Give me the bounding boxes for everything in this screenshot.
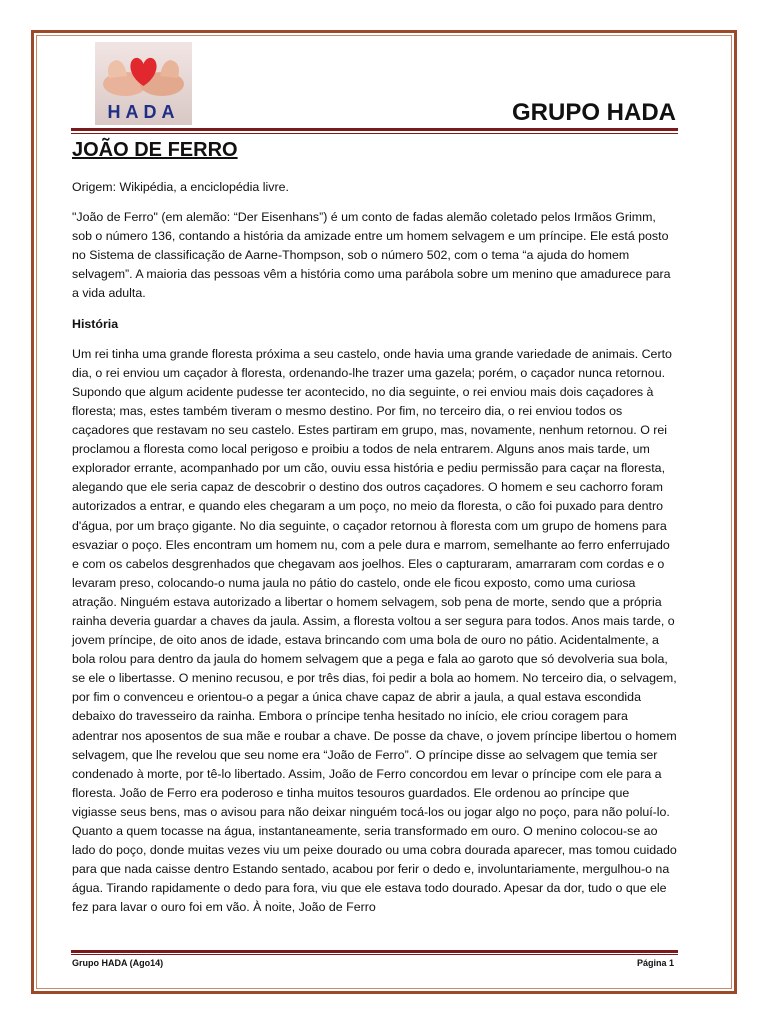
origin-line: Origem: Wikipédia, a enciclopédia livre. xyxy=(72,180,289,194)
document-body xyxy=(72,136,677,928)
brand-title: GRUPO HADA xyxy=(511,99,676,126)
page-number: Página 1 xyxy=(636,958,674,968)
story-paragraph: Um rei tinha uma grande floresta próxima a seu castelo, onde havia uma grande variedade de animais. Certo dia, o rei enviou um caçador à floresta, ordenando-lhe trazer uma gazela; porém, o caçador nunca retornou. Supondo que algum acidente pudesse ter acontecido, no dia seguinte, o rei enviou mais dois caçadores à floresta; mas, estes também tiveram o mesmo destino. Por fim, no terceiro dia, o rei enviou todos os caçadores que restavam no seu castelo. Estes partiram em grupo, mas, novamente, nenhum retornou. O rei proclamou a floresta como local perigoso e proibiu a todos de nela entrarem. Alguns anos mais tarde, um explorador errante, acompanhado por um cão, ouviu essa história e pediu permissão para caçar na floresta, alegando que ele seria capaz de descobrir o destino dos outros caçadores. O homem e seu cachorro foram autorizados a entrar, e quando eles chegaram a um poço, no meio da floresta, o cão foi puxado para dentro d'água, por um braço gigante. No dia seguinte, o caçador retornou à floresta com um grupo de homens para esvaziar o poço. Eles encontram um homem nu, com a pele dura e marrom, semelhante ao ferro enferrujado e com os cabelos desgrenhados que chegavam aos joelhos. Eles o capturaram, amarraram com cordas e o levaram preso, colocando-o numa jaula no pátio do castelo, onde ele ficou exposto, como uma curiosa atração. Ninguém estava autorizado a libertar o homem selvagem, sob pena de morte, sendo que a própria rainha deveria guardar a chaves da jaula. Assim, a floresta voltou a ser segura para todos. Anos mais tarde, o jovem príncipe, de oito anos de idade, estava brincando com uma bola de ouro no pátio. Acidentalmente, a bola rolou para dentro da jaula do homem selvagem que a pega e fala ao garoto que só devolveria sua bola, se ele o libertasse. O menino recusou, e por três dias, foi pedir a bola ao homem. No terceiro dia, o selvagem, por fim o convenceu e orientou-o a pegar a única chave capaz de abrir a jaula, a qual estava escondida debaixo do travesseiro da rainha. Embora o príncipe tenha hesitado no início, ele criou coragem para adentrar nos aposentos de sua mãe e roubar a chave. De posse da chave, o jovem príncipe libertou o homem selvagem, que lhe revelou que seu nome era “João de Ferro”. O príncipe disse ao selvagem que temia ser condenado à morte, por tê-lo libertado. Assim, João de Ferro concordou em levar o príncipe com ele para a floresta. João de Ferro era poderoso e tinha muitos tesouros guardados. Ele ordenou ao príncipe que vigiasse seus bens, mas o avisou para não deixar ninguém tocá-los ou jogar algo no poço, para não poluí-lo. Quanto a quem tocasse na água, instantaneamente, seria transformado em ouro. O menino colocou-se ao lado do poço, donde muitas vezes viu um peixe dourado ou uma cobra dourada aparecer, mas tomou cuidado para que nada caisse dentro Estando sentado, acabou por ferir o dedo e, involuntariamente, mergulhou-o na água. Tirando rapidamente o dedo para fora, viu que ele estava todo dourado. Apesar da dor, tudo o que ele fez para lavar o ouro foi em vão. À noite, João de Ferro xyxy=(72,346,677,915)
hands-holding-heart-icon xyxy=(95,42,192,102)
footer-rule xyxy=(71,950,678,955)
logo-text: HADA xyxy=(107,102,180,122)
footer-left-text: Grupo HADA (Ago14) xyxy=(72,958,164,968)
intro-paragraph: "João de Ferro" (em alemão: “Der Eisenhans”) é um conto de fadas alemão coletado pelos Irmãos Grimm, sob o número 136, contando a história da amizade entre um homem selvagem e um príncipe. Ele está posto no Sistema de classificação de Aarne-Thompson, sob o número 502, com o tema “a ajuda do homem selvagem”. A maioria das pessoas vêm a história como uma parábola sobre um menino que amadurece para a vida adulta. xyxy=(72,210,671,301)
header-rule xyxy=(71,128,678,134)
section-heading: História xyxy=(72,316,119,331)
document-title: JOÃO DE FERRO xyxy=(72,139,238,161)
hada-logo xyxy=(95,42,192,125)
